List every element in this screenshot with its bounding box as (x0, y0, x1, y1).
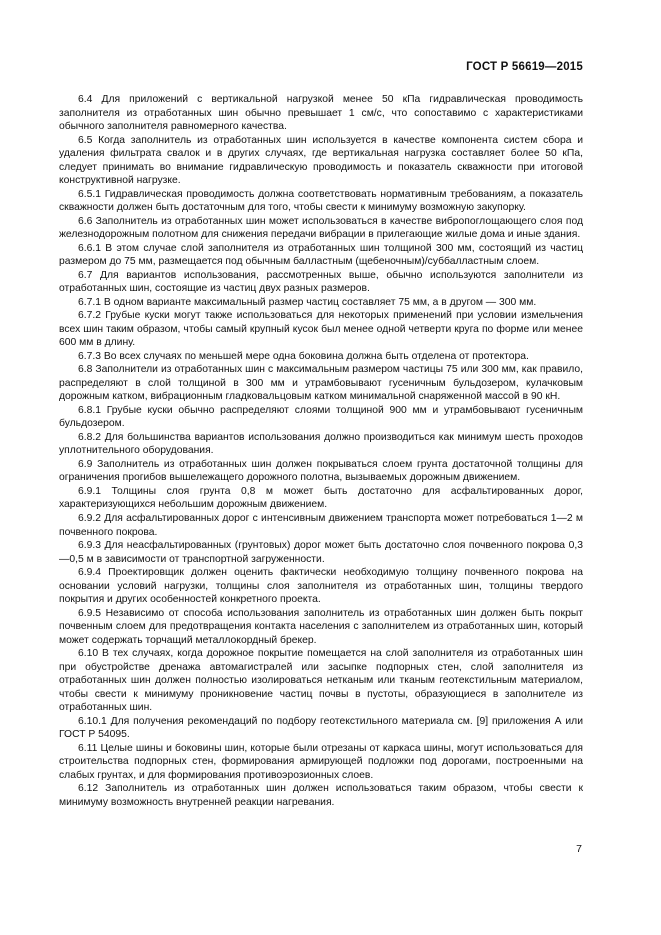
paragraph-6-10-1: 6.10.1 Для получения рекомендаций по подбору геотекстильного материала см. [9] приложения А или ГОСТ Р 54095. (59, 715, 583, 741)
paragraph-6-8: 6.8 Заполнители из отработанных шин с максимальным размером частицы 75 или 300 мм, как правило, распределяют в слой толщиной в 300 мм и утрамбовывают гусеничным бульдозером, кулачковым дорожным катком, вибрационным гладковальцовым катком минимальной снаряженной массой в 90 кН. (59, 364, 583, 403)
paragraph-6-5: 6.5 Когда заполнитель из отработанных шин используется в качестве компонента систем сбора и удаления фильтрата свалок и в других случаях, где вертикальная нагрузка составляет более 50 кПа, следует принимать во внимание гидравлическую проводимость и показатель скважности при итоговой конструктивной нагрузке. (59, 134, 583, 187)
paragraph-6-9-1: 6.9.1 Толщины слоя грунта 0,8 м может быть достаточно для асфальтированных дорог, характеризующихся небольшим дорожным движением. (59, 485, 583, 511)
paragraph-6-7-1: 6.7.1 В одном варианте максимальный размер частиц составляет 75 мм, а в другом — 300 мм. (78, 296, 537, 308)
paragraph-6-7-3: 6.7.3 Во всех случаях по меньшей мере одна боковина должна быть отделена от протектора. (78, 350, 529, 362)
document-header: ГОСТ Р 56619—2015 (466, 61, 583, 73)
paragraph-6-6: 6.6 Заполнитель из отработанных шин может использоваться в качестве вибропоглощающего слоя под железнодорожным полотном для снижения передачи вибрации в прилегающие жилые дома и иные здания. (59, 215, 583, 241)
paragraph-6-9-3: 6.9.3 Для неасфальтированных (грунтовых) дорог может быть достаточно слоя почвенного покрова 0,3—0,5 м в зависимости от транспортной загруженности. (59, 540, 583, 565)
paragraph-6-7: 6.7 Для вариантов использования, рассмотренных выше, обычно используются заполнители из отработанных шин, состоящие из частиц двух разных размеров. (59, 269, 583, 295)
paragraph-6-9-2: 6.9.2 Для асфальтированных дорог с интенсивным движением транспорта может потребоваться 1—2 м почвенного покрова. (59, 512, 583, 538)
paragraph-6-10: 6.10 В тех случаях, когда дорожное покрытие помещается на слой заполнителя из отработанных шин при обустройстве дренажа автомагистралей или засыпке подпорных стен, слой заполнителя из отработанных шин должен полностью изолироваться нетканым или тканым геотекстильным материалом, чтобы свести к минимуму проникновение частиц почвы в пустоты, образующиеся в заполнителе из отработанных шин. (59, 648, 583, 714)
paragraph-6-9: 6.9 Заполнитель из отработанных шин должен покрываться слоем грунта достаточной толщины для ограничения прогибов вышележащего дорожного полотна, вызываемых дорожным движением. (59, 458, 583, 484)
paragraph-6-4: 6.4 Для приложений с вертикальной нагрузкой менее 50 кПа гидравлическая проводимость заполнителя из отработанных шин обычно превышает 1 см/с, что сопоставимо с характеристиками обычного заполнителя равномерного качества. (59, 94, 583, 133)
page-number: 7 (576, 843, 582, 855)
document-body (59, 93, 583, 809)
paragraph-6-9-5: 6.9.5 Независимо от способа использования заполнитель из отработанных шин должен быть покрыт почвенным слоем для предотвращения контакта населения с заполнителем из отработанных шин, который может содержать торчащий металлокордный брекер. (59, 607, 583, 646)
paragraph-6-8-2: 6.8.2 Для большинства вариантов использования должно производиться как минимум шесть проходов уплотнительного оборудования. (59, 431, 583, 457)
paragraph-6-12: 6.12 Заполнитель из отработанных шин должен использоваться таким образом, чтобы свести к минимуму возможность внутренней реакции нагревания. (59, 783, 583, 808)
paragraph-6-5-1: 6.5.1 Гидравлическая проводимость должна соответствовать нормативным требованиям, а показатель скважности должен быть достаточным для того, чтобы свести к минимуму возможную закупорку. (59, 188, 583, 214)
paragraph-6-11: 6.11 Целые шины и боковины шин, которые были отрезаны от каркаса шины, могут использоваться для строительства подпорных стен, формирования армирующей подложки под дорогами, построенными на слабых грунтах, и для формирования противоэрозионных слоев. (59, 742, 583, 781)
paragraph-6-9-4: 6.9.4 Проектировщик должен оценить фактически необходимую толщину почвенного покрова на основании условий нагрузки, толщины слоя заполнителя из отработанных шин, толщины твердого покрытия и других особенностей конкретного проекта. (59, 567, 583, 606)
paragraph-6-8-1: 6.8.1 Грубые куски обычно распределяют слоями толщиной 900 мм и утрамбовывают гусеничным бульдозером. (59, 404, 583, 430)
paragraph-6-6-1: 6.6.1 В этом случае слой заполнителя из отработанных шин толщиной 300 мм, состоящий из частиц размером до 75 мм, размещается под обычным балластным (щебеночным)/суббалластным слоем. (59, 242, 583, 268)
paragraph-6-7-2: 6.7.2 Грубые куски могут также использоваться для некоторых применений при условии измельчения всех шин таким образом, чтобы самый крупный кусок был менее одной четверти круга по форме или менее 600 мм в длину. (59, 310, 583, 349)
